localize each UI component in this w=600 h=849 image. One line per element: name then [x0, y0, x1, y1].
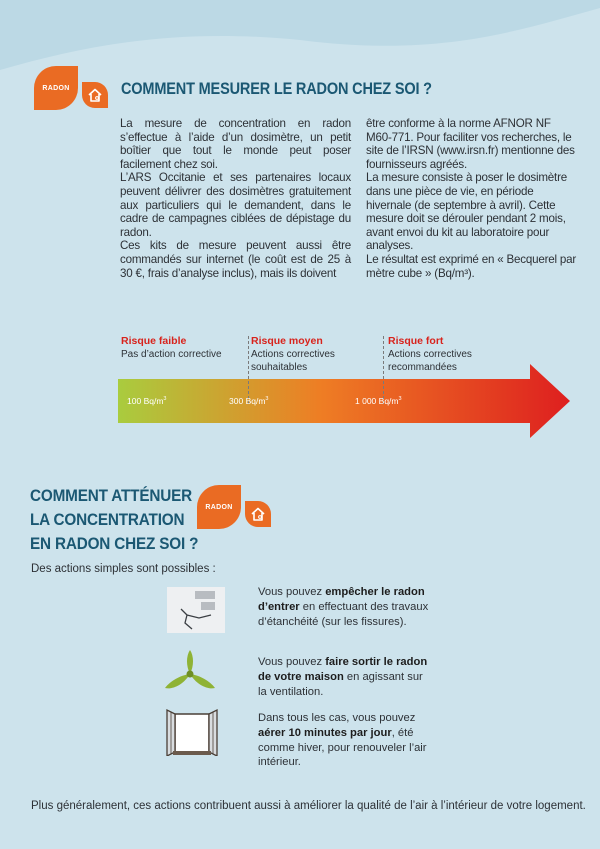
risk-medium-title: Risque moyen [251, 335, 323, 347]
actions-intro: Des actions simples sont possibles : [31, 563, 216, 575]
action-1-text-start: Vous pouvez [258, 586, 326, 598]
right-paragraph-3: Le résultat est exprimé en « Becquerel par mètre cube » (Bq/m³). [366, 252, 577, 280]
threshold-300-value: 300 [229, 396, 244, 406]
action-2-text-end: en agissant sur la ventilation. [258, 670, 423, 698]
threshold-100-unit: Bq/m [143, 396, 164, 406]
action-3-bold: aérer 10 minutes par jour [258, 726, 392, 739]
right-paragraph-2: La mesure consiste à poser le dosimètre dans une pièce de vie, en période hivernale (de septembre à avril). Cette mesure doit se dérouler pendant 2 mois, avant envoi du kit au laboratoire pour analyses. [366, 171, 567, 253]
cracked-wall-icon [165, 585, 227, 635]
house-icon [245, 501, 271, 527]
risk-medium-desc-line2: souhaitables [251, 361, 308, 373]
house-icon [82, 82, 108, 108]
section2-title-line3: EN RADON CHEZ SOI ? [30, 534, 199, 553]
house-badge [82, 82, 108, 108]
action-2-bold: faire sortir le radon de votre maison [258, 656, 428, 683]
radon-badge-label: RADON [34, 66, 78, 110]
divider-medium-high [383, 336, 384, 404]
risk-low-desc [121, 349, 222, 362]
threshold-100 [127, 396, 166, 406]
threshold-100-exp: 3 [163, 396, 167, 403]
action-3-text-start: Dans tous les cas, vous pouvez [258, 712, 416, 724]
risk-low-title: Risque faible [121, 335, 187, 347]
threshold-1000-unit: Bq/m [378, 396, 399, 406]
right-paragraph-1: être conforme à la norme AFNOR NF M60-771. Pour faciliter vos recherches, le site de l’IRSN (www.irsn.fr) mentionne des fournisseurs agréés. [366, 117, 575, 171]
threshold-300 [229, 396, 268, 406]
threshold-300-exp: 3 [265, 396, 269, 403]
divider-low-medium [248, 336, 249, 404]
left-paragraph-3: Ces kits de mesure peuvent aussi être commandés sur internet (le coût est de 25 à 30 €, frais d’analyse inclus), mais ils doivent [120, 239, 351, 280]
section2-title [30, 484, 198, 556]
section2-title-line2: LA CONCENTRATION [30, 510, 185, 529]
footer-note: Plus généralement, ces actions contribuent aussi à améliorer la qualité de l’air à l’intérieur de votre logement. [31, 800, 586, 812]
action-1-bold: empêcher le radon d’entrer [258, 586, 425, 613]
risk-medium-desc-line1: Actions correctives [251, 349, 335, 360]
window-icon [165, 708, 219, 756]
threshold-1000-value: 1 000 [355, 396, 377, 406]
threshold-1000-exp: 3 [398, 396, 402, 403]
action-2-text-start: Vous pouvez [258, 656, 326, 668]
left-paragraph-1: La mesure de concentration en radon s’effectue à l’aide d’un dosimètre, un petit boîtier que tout le monde peut poser facilement chez soi. [120, 117, 351, 171]
threshold-300-unit: Bq/m [245, 396, 266, 406]
section1-left-column [120, 117, 351, 280]
risk-gradient-arrow [118, 361, 570, 438]
radon-badge-2-label: RADON [197, 485, 241, 529]
section2-title-line1: COMMENT ATTÉNUER [30, 486, 193, 505]
section1-title: COMMENT MESURER LE RADON CHEZ SOI ? [121, 80, 432, 98]
action-seal-cracks [258, 585, 433, 629]
threshold-1000 [355, 396, 402, 406]
left-paragraph-2: L’ARS Occitanie et ses partenaires locaux peuvent délivrer des dosimètres gratuitement aux particuliers qui le demandent, dans le cadre de campagnes ciblées de dépistage du radon. [120, 171, 351, 239]
risk-high-desc-line1: Actions correctives [388, 349, 472, 360]
action-3-text-end: , été comme hiver, pour renouveler l’air intérieur. [258, 726, 427, 769]
section1-right-column [366, 117, 578, 280]
risk-high-desc-line2: recommandées [388, 361, 457, 373]
risk-low-desc-line1: Pas d’action corrective [121, 349, 222, 360]
threshold-100-value: 100 [127, 396, 142, 406]
risk-high-title: Risque fort [388, 335, 444, 347]
action-air-rooms [258, 711, 433, 770]
action-ventilation [258, 655, 433, 699]
house-badge-2 [245, 501, 271, 527]
action-1-text-end: en effectuant des travaux d’étanchéité (sur les fissures). [258, 600, 429, 628]
fan-icon [160, 648, 220, 700]
